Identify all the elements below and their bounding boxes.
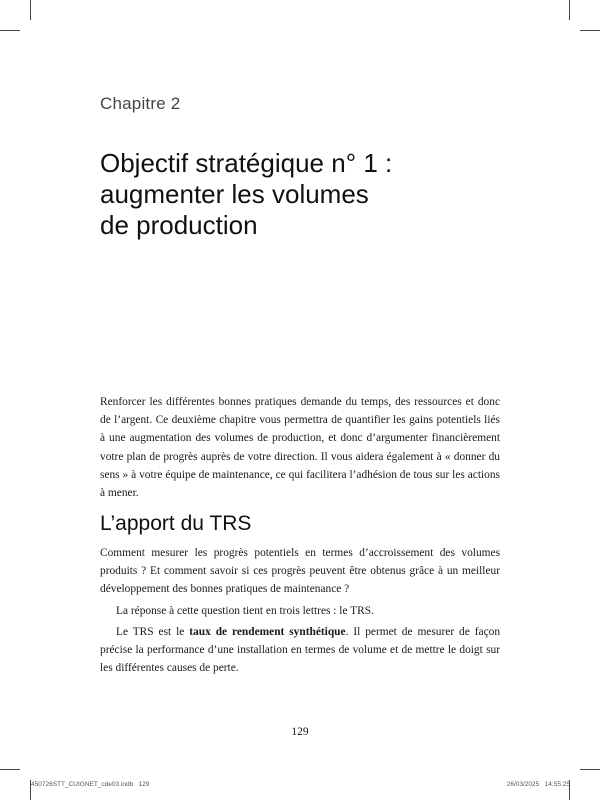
chapter-title-line: Objectif stratégique n° 1 : [100,148,393,178]
bold-term: taux de rendement synthétique [189,625,346,638]
chapter-title-line: de production [100,210,258,240]
crop-mark [0,769,20,770]
chapter-label: Chapitre 2 [100,94,181,113]
chapter-title-line: augmenter les volumes [100,179,369,209]
crop-mark [569,0,570,20]
intro-paragraph: Renforcer les différentes bonnes pratiques demande du temps, des ressources et donc de l’argent. Ce deuxième chapitre vous permettra de quantifier les gains potentiels liés à une augmentation des volumes de production, et donc d’argumenter financièrement votre plan de progrès auprès de votre direction. Il vous aidera également à « donner du sens » à votre équipe de maintenance, ce qui facilitera l’adhésion de tous sur les actions à mener. [100,396,500,500]
body-text-segment: Le TRS est le [116,625,190,638]
print-footer-file: 450726STT_CUIGNET_cde03.indb 129 [31,781,150,788]
body-text-segment: . Il permet de mesurer de façon précise la performance d’une installation en termes de volume et de mettre le doigt sur les différentes causes de perte. [100,625,501,675]
body-paragraph: La réponse à cette question tient en trois lettres : le TRS. [116,604,374,617]
body-paragraph [100,623,500,678]
crop-mark [30,0,31,20]
page-number: 129 [291,726,309,738]
crop-mark [580,30,600,31]
print-footer-timestamp: 26/03/2025 14:55:25 [506,781,570,788]
body-paragraph: Comment mesurer les progrès potentiels en termes d’accroissement des volumes produits ? Et comment savoir si ces progrès peuvent être obtenus grâce à un meilleur développement des bonnes pratiques de maintenance ? [100,547,500,596]
section-body [100,544,500,680]
chapter-title [100,148,500,241]
crop-mark [580,769,600,770]
crop-mark [0,30,20,31]
section-heading: L’apport du TRS [100,512,252,535]
